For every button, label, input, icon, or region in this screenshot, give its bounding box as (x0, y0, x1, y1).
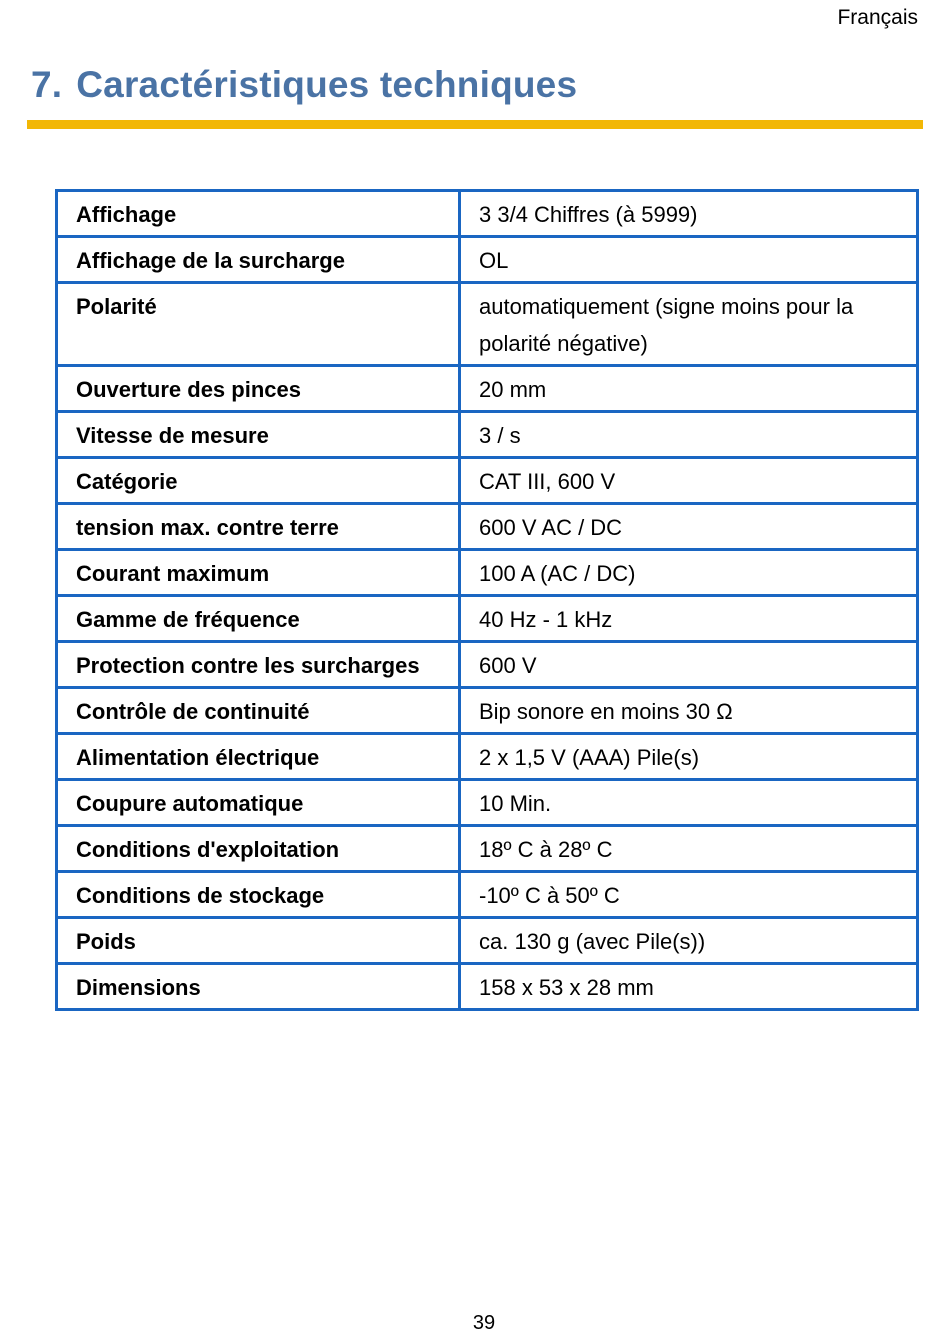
spec-label: Affichage (57, 191, 460, 237)
spec-label: Gamme de fréquence (57, 596, 460, 642)
spec-label: Contrôle de continuité (57, 688, 460, 734)
spec-value: Bip sonore en moins 30 Ω (460, 688, 918, 734)
page-number: 39 (472, 1312, 496, 1334)
spec-label: Polarité (57, 283, 460, 366)
spec-label: Poids (57, 918, 460, 964)
spec-row (57, 366, 918, 412)
spec-value: 18º C à 28º C (460, 826, 918, 872)
spec-row (57, 550, 918, 596)
spec-row (57, 964, 918, 1010)
spec-label: Protection contre les surcharges (57, 642, 460, 688)
spec-row (57, 642, 918, 688)
spec-table (55, 189, 919, 1011)
spec-label: Ouverture des pinces (57, 366, 460, 412)
spec-value: 3 3/4 Chiffres (à 5999) (460, 191, 918, 237)
section-heading (31, 64, 577, 106)
section-title: Caractéristiques techniques (76, 64, 578, 105)
spec-label: Courant maximum (57, 550, 460, 596)
spec-row (57, 596, 918, 642)
language-label: Français (837, 6, 918, 29)
spec-value: 10 Min. (460, 780, 918, 826)
spec-row (57, 918, 918, 964)
spec-label: Affichage de la surcharge (57, 237, 460, 283)
spec-row (57, 458, 918, 504)
spec-row (57, 412, 918, 458)
spec-row (57, 191, 918, 237)
spec-value: CAT III, 600 V (460, 458, 918, 504)
spec-row (57, 504, 918, 550)
spec-label: tension max. contre terre (57, 504, 460, 550)
spec-value: 600 V AC / DC (460, 504, 918, 550)
spec-row (57, 688, 918, 734)
spec-value: 3 / s (460, 412, 918, 458)
spec-value: OL (460, 237, 918, 283)
section-number: 7. (31, 64, 63, 105)
spec-label: Conditions d'exploitation (57, 826, 460, 872)
spec-label: Dimensions (57, 964, 460, 1010)
spec-label: Catégorie (57, 458, 460, 504)
spec-value: automatiquement (signe moins pour la polarité négative) (460, 283, 918, 366)
spec-value: 158 x 53 x 28 mm (460, 964, 918, 1010)
spec-label: Vitesse de mesure (57, 412, 460, 458)
spec-label: Conditions de stockage (57, 872, 460, 918)
spec-row (57, 872, 918, 918)
spec-value: 100 A (AC / DC) (460, 550, 918, 596)
spec-label: Alimentation électrique (57, 734, 460, 780)
spec-row (57, 780, 918, 826)
spec-label: Coupure automatique (57, 780, 460, 826)
spec-value: 600 V (460, 642, 918, 688)
spec-value: 2 x 1,5 V (AAA) Pile(s) (460, 734, 918, 780)
spec-value: 40 Hz - 1 kHz (460, 596, 918, 642)
spec-row (57, 734, 918, 780)
spec-value: ca. 130 g (avec Pile(s)) (460, 918, 918, 964)
spec-row (57, 826, 918, 872)
spec-value: 20 mm (460, 366, 918, 412)
spec-row (57, 283, 918, 366)
spec-value: -10º C à 50º C (460, 872, 918, 918)
heading-underline-rule (27, 120, 923, 129)
spec-row (57, 237, 918, 283)
